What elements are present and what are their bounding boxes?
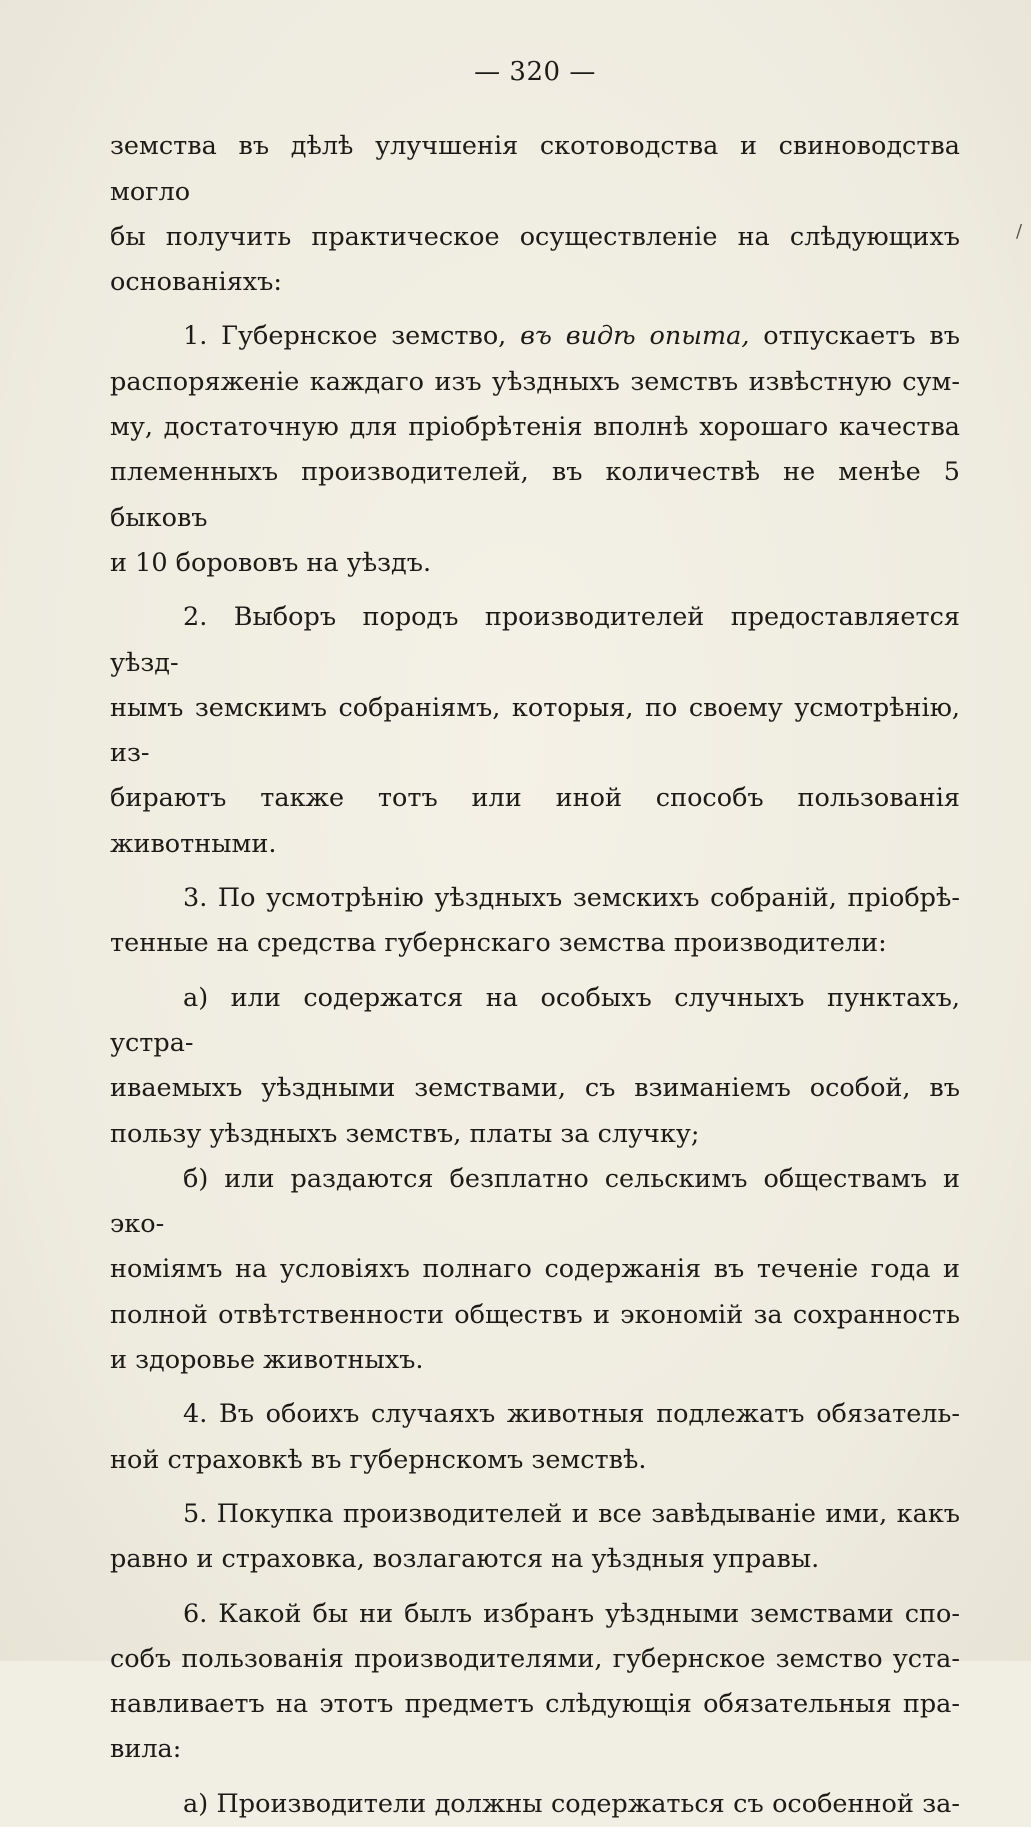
paragraph-3 [110, 876, 960, 967]
text-line: ной страховкѣ въ губернскомъ земствѣ. [110, 1444, 647, 1475]
page-text [110, 50, 960, 1827]
text-line: 2. Выборъ породъ производителей предоставляется уѣзд- [110, 602, 960, 678]
text-line: основаніяхъ: [110, 267, 282, 298]
paragraph-3a [110, 976, 960, 1157]
text-line: племенныхъ производителей, въ количествѣ не менѣе 5 быковъ [110, 457, 960, 533]
text-line: нымъ земскимъ собраніямъ, которыя, по своему усмотрѣнію, из- [110, 692, 960, 769]
text-line: номіямъ на условіяхъ полнаго содержанія въ теченіе года и [110, 1254, 960, 1285]
text-line: б) или раздаются безплатно сельскимъ обществамъ и эко- [110, 1163, 960, 1240]
text-line: равно и страховка, возлагаются на уѣздныя управы. [110, 1544, 820, 1575]
text-line: собъ пользованія производителями, губернское земство уста- [110, 1643, 960, 1674]
text-line: навливаетъ на этотъ предметъ слѣдующія обязательныя пра- [110, 1689, 960, 1720]
text-line: вила: [110, 1734, 182, 1765]
page-number: — 320 — [474, 57, 596, 87]
text-line: бираютъ также тотъ или иной способъ пользованія животными. [110, 783, 960, 859]
text-line: иваемыхъ уѣздными земствами, съ взиманіемъ особой, въ [110, 1073, 960, 1104]
paragraph-6a [110, 1782, 960, 1827]
text-line: 6. Какой бы ни былъ избранъ уѣздными земствами спо- [183, 1598, 960, 1629]
text-line: и здоровье животныхъ. [110, 1345, 424, 1376]
paragraph-4 [110, 1392, 960, 1483]
text-line: распоряженіе каждаго изъ уѣздныхъ земствъ извѣстную сум- [110, 366, 960, 397]
text-line: 4. Въ обоихъ случаяхъ животныя подлежатъ обязатель- [183, 1399, 960, 1430]
paragraph-2 [110, 595, 960, 867]
paragraph-intro [110, 124, 960, 305]
text-line: а) Производители должны содержаться съ особенной за- [183, 1788, 960, 1819]
paragraph-5 [110, 1492, 960, 1583]
text-line: му, достаточную для пріобрѣтенія вполнѣ хорошаго качества [110, 412, 960, 443]
text-line: 1. Губернское земство, въ видѣ опыта, отпускаетъ въ [183, 321, 960, 352]
text-line: земства въ дѣлѣ улучшенія скотоводства и свиноводства могло [110, 131, 960, 207]
paragraph-1 [110, 314, 960, 586]
text-line: тенные на средства губернскаго земства производители: [110, 928, 887, 959]
text-line: пользу уѣздныхъ земствъ, платы за случку; [110, 1118, 700, 1149]
text-line: а) или содержатся на особыхъ случныхъ пунктахъ, устра- [110, 982, 960, 1058]
paragraph-3b [110, 1157, 960, 1383]
text-line: 5. Покупка производителей и все завѣдываніе ими, какъ [183, 1498, 960, 1529]
paragraph-6 [110, 1592, 960, 1773]
text-line: 3. По усмотрѣнію уѣздныхъ земскихъ собраній, пріобрѣ- [183, 883, 960, 914]
text-line: полной отвѣтственности обществъ и экономій за сохранность [110, 1299, 960, 1330]
margin-mark: / [1016, 221, 1023, 242]
text-line: и 10 борововъ на уѣздъ. [110, 547, 432, 578]
text-line: бы получить практическое осуществленіе на слѣдующихъ [110, 221, 960, 252]
